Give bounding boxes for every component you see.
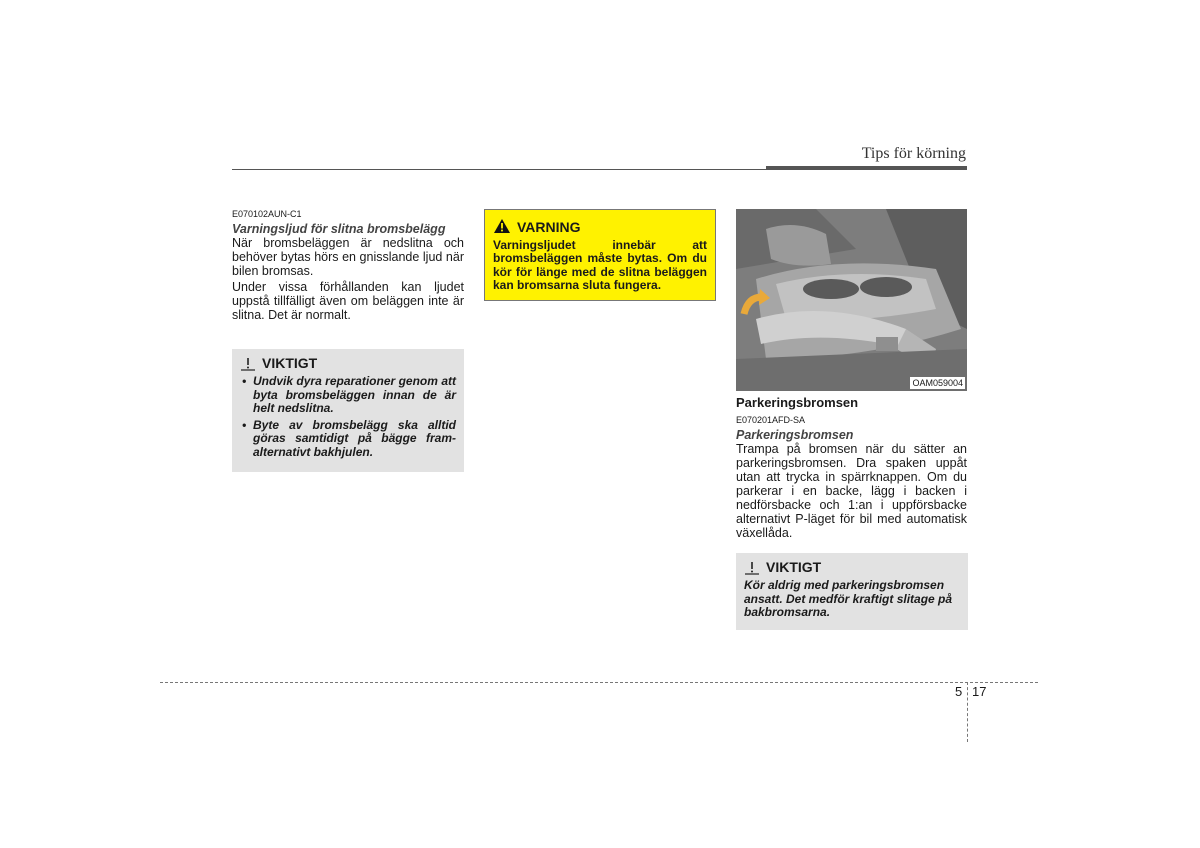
left-column (232, 208, 464, 472)
section-heading: Parkeringsbromsen (736, 395, 859, 410)
notice-title-text: VIKTIGT (766, 559, 822, 576)
paragraph: Trampa på bromsen när du sätter an parkeringsbromsen. Dra spaken uppåt utan att trycka in spärrknappen. Om du parkerar i en backe, lägg i backen i nedförsbacke och 1:an i uppförsbacke alternativt P-läget för bil med automatisk växellåda. (736, 442, 967, 540)
header-rule-accent (766, 166, 967, 170)
notice-title (744, 561, 960, 575)
notice-box (736, 553, 968, 630)
parking-brake-photo (736, 209, 967, 391)
notice-list (240, 375, 456, 459)
warning-title (493, 218, 707, 237)
warning-body: Varningsljudet innebär att bromsbeläggen måste bytas. Om du kör för länge med de slitna beläggen kan bromsarna sluta fungera. (493, 237, 707, 292)
warning-title-text: VARNING (517, 218, 581, 235)
list-item: • Undvik dyra reparationer genom att byta bromsbeläggen innan de är helt nedslitna. (240, 375, 456, 416)
notice-title (240, 357, 456, 371)
section-code: E070201AFD-SA (736, 415, 806, 425)
warning-box (484, 209, 716, 301)
right-column (736, 396, 967, 630)
caution-icon (240, 357, 256, 371)
parking-brake-illustration (736, 209, 967, 391)
footer-rule (160, 682, 1038, 683)
list-item: • Byte av bromsbelägg ska alltid göras samtidigt på bägge fram- alternativt bakhjulen. (240, 419, 456, 460)
page-header-title: Tips för körning (861, 145, 966, 162)
notice-box (232, 349, 464, 472)
paragraph: Under vissa förhållanden kan ljudet uppstå tillfälligt även om beläggen inte är slitna. Det är normalt. (232, 280, 464, 322)
section-code: E070102AUN-C1 (232, 209, 302, 219)
notice-title-text: VIKTIGT (262, 355, 318, 372)
warning-triangle-icon (493, 218, 511, 237)
notice-body: Kör aldrig med parkeringsbromsen ansatt. Det medför kraftigt slitage på bakbromsarna. (744, 578, 953, 619)
page-number: 17 (972, 684, 987, 699)
paragraph: När bromsbeläggen är nedslitna och behöver bytas hörs en gnisslande ljud när bilen bromsas. (232, 236, 464, 278)
image-caption: OAM059004 (912, 378, 963, 388)
caution-icon (744, 561, 760, 575)
footer-divider (967, 682, 968, 742)
section-subheading: Parkeringsbromsen (736, 428, 854, 442)
section-subheading: Varningsljud för slitna bromsbelägg (232, 222, 446, 236)
chapter-number: 5 (955, 684, 963, 699)
